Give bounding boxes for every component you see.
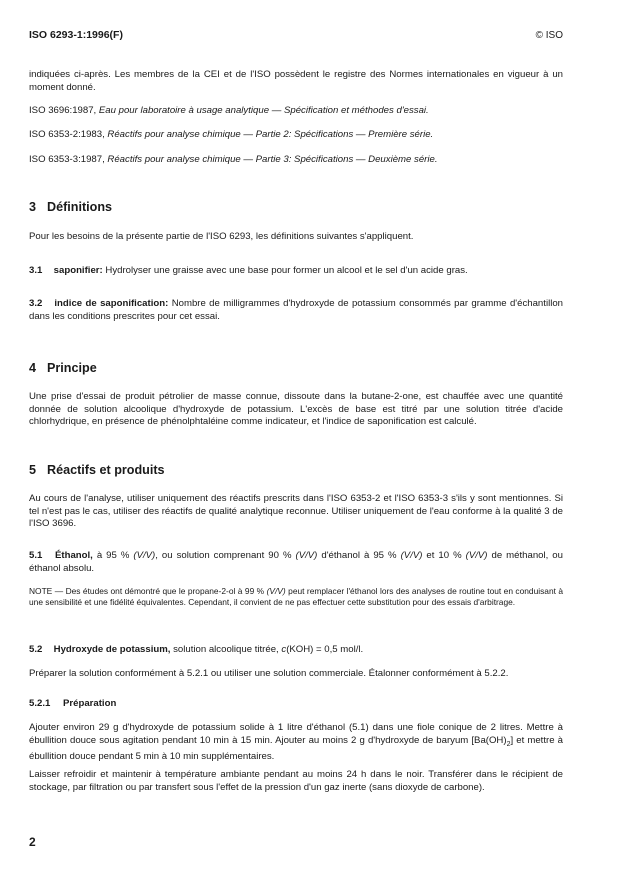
section-heading: 5 Réactifs et produits bbox=[29, 463, 165, 477]
note-paragraph: NOTE — Des études ont démontré que le propane-2-ol à 99 % (V/V) peut remplacer l'éthanol lors des analyses de routine tout en conduisant à une sensibilité et une fidélité équivalentes. Cependant, il convient de ne pas effectuer cette substitution pour des essais d'arbitrage. bbox=[29, 586, 564, 608]
definition-item: 3.1 saponifier: Hydrolyser une graisse avec une base pour former un alcool et le sel d'un acide gras. bbox=[29, 265, 468, 276]
reagents-intro: Au cours de l'analyse, utiliser uniquement des réactifs prescrits dans l'ISO 6353-2 et l'ISO 6353-3 s'ils y sont mentionnes. Si tel n'est pas le cas, utiliser des réactifs de qualité analytique reconnue. Utiliser uniquement de l'eau conforme à la qualité 3 de l'ISO 3696. bbox=[29, 493, 563, 530]
preparation-instruction: Préparer la solution conformément à 5.2.1 ou utiliser une solution commerciale. Étalonner conformément à 5.2.2. bbox=[29, 668, 509, 679]
normative-reference: ISO 3696:1987, Eau pour laboratoire à usage analytique — Spécification et méthodes d'essai. bbox=[29, 105, 429, 116]
section-heading: 4 Principe bbox=[29, 361, 97, 375]
preparation-step: Ajouter environ 29 g d'hydroxyde de potassium solide à 1 litre d'éthanol (5.1) dans une fiole conique de 2 litres. Mettre à ébullition douce sous agitation pendant 10 min à 15 min. Ajouter au moins 2 g d'hydroxyde de baryum $[Ba(OH)_2]$ et mettre à ébullition douce pendant 5 min à 10 min supplémentaires. bbox=[29, 722, 563, 763]
subclause-heading: 5.2.1 Préparation bbox=[29, 698, 117, 709]
copyright-mark: © ISO bbox=[535, 30, 563, 41]
page-number: 2 bbox=[29, 835, 36, 849]
subclause-5-2: 5.2 Hydroxyde de potassium, solution alcoolique titrée, c(KOH) = 0,5 mol/l. bbox=[29, 644, 364, 655]
standard-reference: ISO 6293-1:1996(F) bbox=[29, 29, 123, 41]
section-heading: 3 Définitions bbox=[29, 200, 113, 214]
definition-item: 3.2 indice de saponification: Nombre de milligrammes d'hydroxyde de potassium consommés par gramme d'échantillon dans les conditions prescrites pour cet essai. bbox=[29, 298, 564, 322]
principle-text: Une prise d'essai de produit pétrolier de masse connue, dissoute dans la butane-2-one, est chauffée avec une quantité donnée de solution alcoolique d'hydroxyde de potassium. L'excès de base est titré par une solution titrée d'acide chlorhydrique, en présence de phénolphtaléine comme indicateur, et l'indice de saponification est calculé. bbox=[29, 391, 563, 428]
definitions-intro: Pour les besoins de la présente partie de l'ISO 6293, les définitions suivantes s'appliquent. bbox=[29, 231, 414, 242]
intro-continuation: indiquées ci-après. Les membres de la CEI et de l'ISO possèdent le registre des Normes internationales en vigueur à un moment donné. bbox=[29, 69, 563, 93]
normative-reference: ISO 6353-2:1983, Réactifs pour analyse chimique — Partie 2: Spécifications — Première série. bbox=[29, 129, 434, 140]
preparation-step: Laisser refroidir et maintenir à température ambiante pendant au moins 24 h dans le noir. Transférer dans le récipient de stockage, par filtration ou par transfert sous l'effet de la pression d'un gaz inerte (sans dioxyde de carbone). bbox=[29, 769, 563, 793]
subclause-5-1: 5.1 Éthanol, à 95 % (V/V), ou solution comprenant 90 % (V/V) d'éthanol à 95 % (V/V) et 10 % (V/V) de méthanol, ou éthanol absolu. bbox=[29, 550, 563, 574]
normative-reference: ISO 6353-3:1987, Réactifs pour analyse chimique — Partie 3: Spécifications — Deuxième série. bbox=[29, 154, 438, 165]
